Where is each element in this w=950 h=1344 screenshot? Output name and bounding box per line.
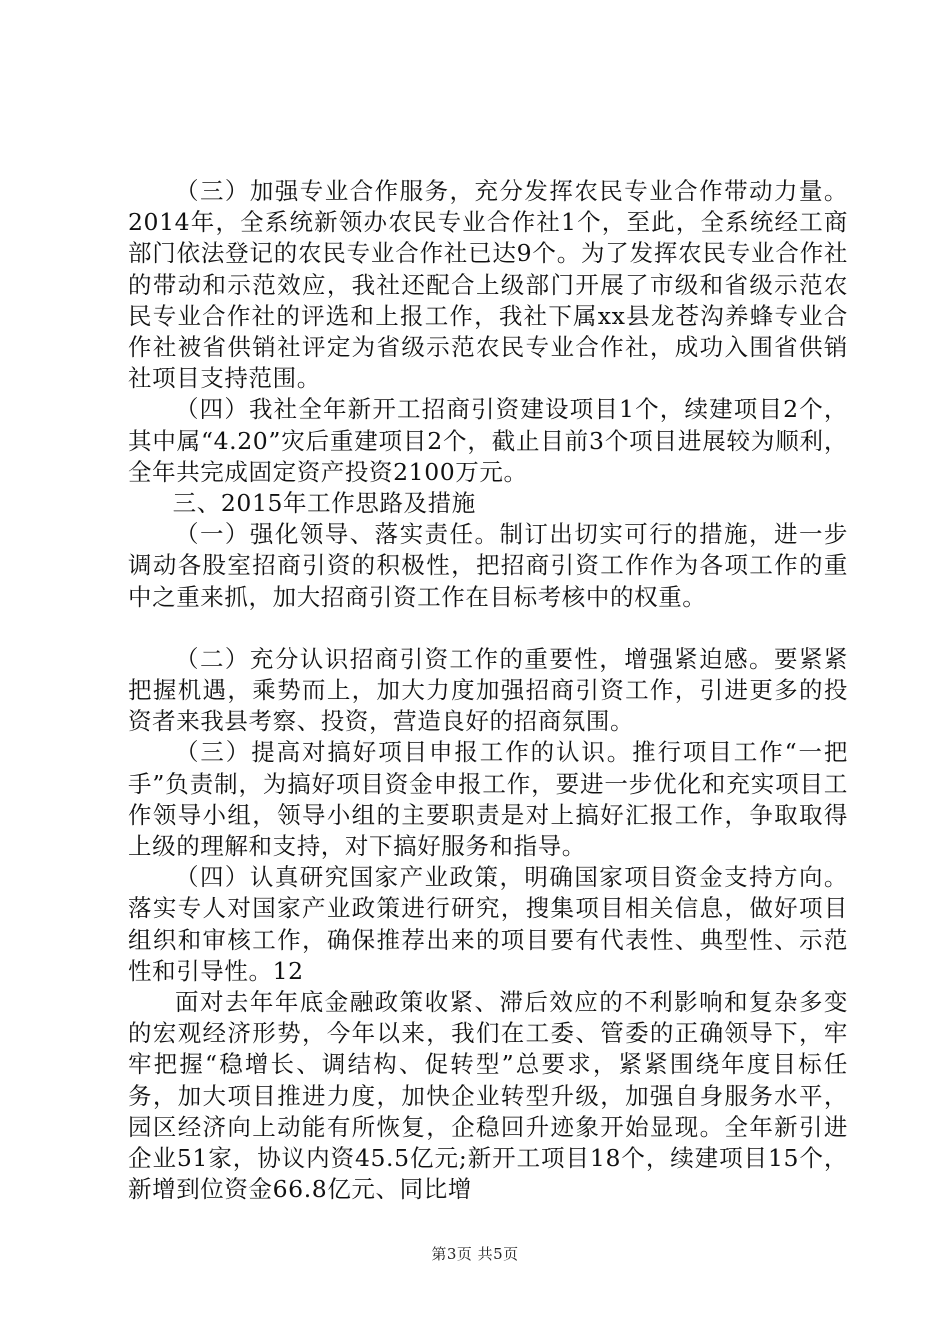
measure-paragraph: （四）认真研究国家产业政策，明确国家项目资金支持方向。落实专人对国家产业政策进行研究，搜集项目相关信息，做好项目组织和审核工作，确保推荐出来的项目要有代表性、典型性、示范性和引导性。12 bbox=[128, 863, 848, 985]
page-indicator: 第3页 共5页 bbox=[431, 1245, 519, 1263]
measure-paragraph: （一）强化领导、落实责任。制订出切实可行的措施，进一步调动各股室招商引资的积极性，把招商引资工作作为各项工作的重中之重来抓，加大招商引资工作在目标考核中的权重。 bbox=[128, 520, 848, 611]
measure-paragraph: （三）提高对搞好项目申报工作的认识。推行项目工作“一把手”负责制，为搞好项目资金申报工作，要进一步优化和充实项目工作领导小组，领导小组的主要职责是对上搞好汇报工作，争取取得上级的理解和支持，对下搞好服务和指导。 bbox=[128, 738, 848, 861]
paragraph-cooperative-services: （三）加强专业合作服务，充分发挥农民专业合作带动力量。2014年，全系统新领办农民专业合作社1个，至此，全系统经工商部门依法登记的农民专业合作社已达9个。为了发挥农民专业合作社的带动和示范效应，我社还配合上级部门开展了市级和省级示范农民专业合作社的评选和上报工作，我社下属xx县龙苍沟养蜂专业合作社被省供销社评定为省级示范农民专业合作社，成功入围省供销社项目支持范围。 bbox=[128, 177, 848, 393]
document-body bbox=[128, 176, 848, 1206]
measure-paragraph: （二）充分认识招商引资工作的重要性，增强紧迫感。要紧紧把握机遇，乘势而上，加大力度加强招商引资工作，引进更多的投资者来我县考察、投资，营造良好的招商氛围。 bbox=[128, 644, 848, 736]
paragraph-investment-projects: （四）我社全年新开工招商引资建设项目1个，续建项目2个，其中属“4.20”灾后重建项目2个，截止目前3个项目进展较为顺利，全年共完成固定资产投资2100万元。 bbox=[128, 395, 848, 486]
section-heading: 三、2015年工作思路及措施 bbox=[172, 489, 476, 518]
closing-paragraph: 面对去年年底金融政策收紧、滞后效应的不利影响和复杂多变的宏观经济形势，今年以来，我们在工委、管委的正确领导下，牢牢把握“稳增长、调结构、促转型”总要求，紧紧围绕年度目标任务，加大项目推进力度，加快企业转型升级，加强自身服务水平，园区经济向上动能有所恢复，企稳回升迹象开始显现。全年新引进企业51家，协议内资45.5亿元;新开工项目18个，续建项目15个，新增到位资金66.8亿元、同比增 bbox=[128, 988, 848, 1204]
page-footer bbox=[0, 1243, 950, 1264]
